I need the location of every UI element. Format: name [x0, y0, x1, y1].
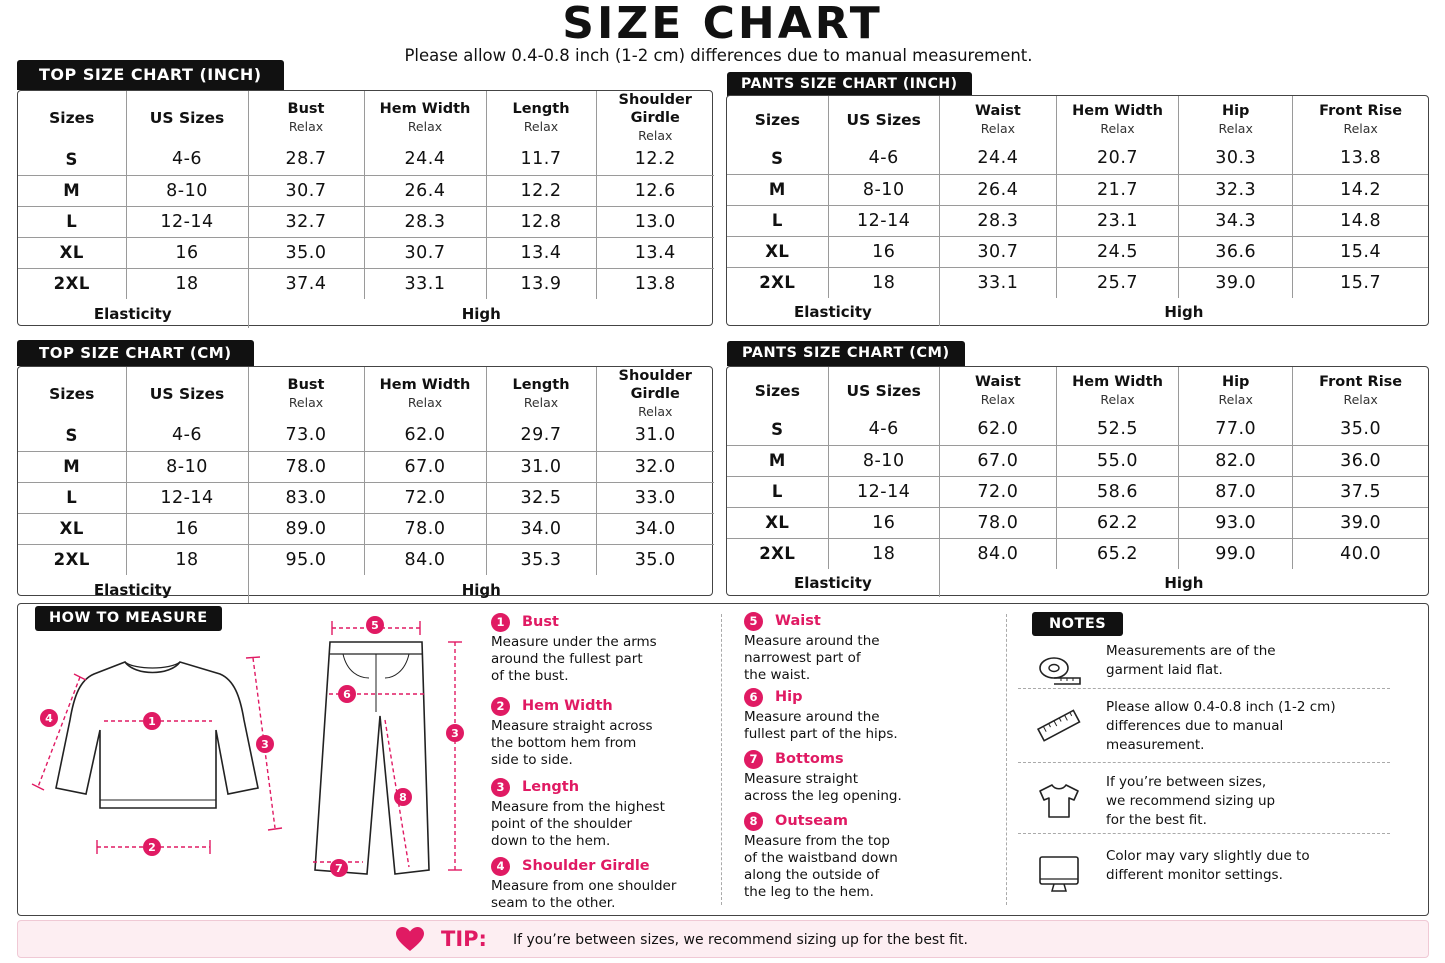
size-label-cell: L [727, 476, 828, 507]
table-cell: 26.4 [364, 175, 486, 206]
table-cell: 39.0 [1179, 267, 1293, 298]
top-inch-tab: TOP SIZE CHART (INCH) [17, 60, 284, 90]
table-row [18, 237, 714, 268]
table-cell: 14.8 [1293, 205, 1428, 236]
table-row [18, 268, 714, 299]
column-header-subtitle: Relax [288, 395, 324, 410]
badge-number: 7 [335, 862, 343, 875]
measure-item-bust [491, 612, 716, 685]
table-cell: 34.3 [1179, 205, 1293, 236]
measure-description: Measure from one shoulder seam to the other. [491, 878, 677, 911]
pants-inch-panel [726, 95, 1429, 326]
table-cell: 78.0 [364, 513, 486, 544]
size-label-cell: 2XL [18, 544, 126, 575]
table-row [18, 175, 714, 206]
column-header-subtitle: Relax [523, 395, 559, 410]
column-header-title: Shoulder Girdle [618, 92, 692, 126]
column-header-subtitle: Relax [1343, 392, 1378, 407]
column-header [248, 367, 364, 420]
table-cell: 11.7 [486, 144, 596, 175]
table-cell: 95.0 [248, 544, 364, 575]
measure-description: Measure around the fullest part of the hips. [744, 709, 898, 742]
column-header-title: Front Rise [1319, 374, 1403, 390]
number-badge: 2 [491, 697, 510, 716]
table-row [727, 143, 1428, 174]
note-separator [1018, 688, 1390, 689]
size-label-cell: 2XL [727, 538, 828, 569]
table-cell: 37.5 [1293, 476, 1428, 507]
table-cell: 16 [828, 507, 939, 538]
badge-2-marker [143, 838, 161, 856]
measure-item-bottoms [744, 749, 969, 805]
table-row [18, 513, 714, 544]
table-cell: 30.7 [248, 175, 364, 206]
size-label-cell: S [727, 143, 828, 174]
length-tick [246, 657, 260, 658]
table-row [727, 236, 1428, 267]
table-cell: 73.0 [248, 420, 364, 451]
badge-3-marker [256, 735, 274, 753]
table-cell: 23.1 [1056, 205, 1178, 236]
measure-description: Measure under the arms around the fullest part of the bust. [491, 634, 657, 684]
badge-8-marker [394, 788, 412, 806]
table-row [18, 451, 714, 482]
table-row [727, 205, 1428, 236]
table-cell: 18 [126, 268, 248, 299]
badge-5-marker [366, 616, 384, 634]
column-header [486, 91, 596, 144]
number-badge: 4 [491, 857, 510, 876]
badge-number: 6 [343, 688, 351, 701]
measuring-tape-icon [1036, 650, 1082, 690]
table-cell: 32.7 [248, 206, 364, 237]
table-cell: 15.4 [1293, 236, 1428, 267]
elasticity-label: Elasticity [727, 569, 939, 597]
table-cell: 55.0 [1056, 445, 1178, 476]
table-cell: 32.0 [596, 451, 714, 482]
shoulder-tick [74, 674, 86, 680]
note-item [1018, 845, 1390, 915]
table-cell: 52.5 [1056, 414, 1178, 445]
number-badge: 1 [491, 613, 510, 632]
table-cell: 33.1 [364, 268, 486, 299]
table-cell: 18 [828, 538, 939, 569]
elasticity-value: High [248, 575, 714, 604]
shoulder-tick [32, 784, 44, 790]
length-tick [268, 828, 282, 830]
table-row [727, 414, 1428, 445]
pants-cm-panel [726, 366, 1429, 596]
column-header [596, 367, 714, 420]
table-cell: 8-10 [126, 175, 248, 206]
column-header [1179, 96, 1293, 143]
size-label-cell: XL [18, 237, 126, 268]
tshirt-icon [1036, 781, 1082, 821]
column-header-title: Hem Width [1072, 374, 1163, 390]
table-row [727, 267, 1428, 298]
table-cell: 34.0 [596, 513, 714, 544]
table-row [18, 206, 714, 237]
tip-label: TIP: [441, 927, 487, 951]
table-cell: 12.6 [596, 175, 714, 206]
column-header-subtitle: Relax [1100, 392, 1135, 407]
top-inch-panel [17, 90, 713, 326]
column-header-title: Bust [287, 377, 325, 393]
table-cell: 12.2 [486, 175, 596, 206]
column-header [364, 91, 486, 144]
column-header-subtitle: Relax [980, 392, 1016, 407]
number-badge: 7 [744, 750, 763, 769]
size-label-cell: 2XL [727, 267, 828, 298]
table-cell: 28.3 [939, 205, 1056, 236]
badge-6-marker [338, 685, 356, 703]
measure-title: Hip [775, 689, 803, 705]
table-cell: 35.0 [248, 237, 364, 268]
column-header-title: Length [512, 101, 570, 117]
column-header-subtitle: Relax [1100, 121, 1135, 136]
elasticity-label: Elasticity [18, 299, 248, 328]
divider [721, 614, 722, 905]
table-cell: 13.4 [486, 237, 596, 268]
column-header-subtitle: Relax [407, 119, 443, 134]
column-header: Sizes [727, 367, 828, 414]
column-header-subtitle: Relax [638, 128, 673, 143]
table-row [18, 144, 714, 175]
table-cell: 14.2 [1293, 174, 1428, 205]
measure-title: Bust [522, 614, 559, 630]
column-header-subtitle: Relax [1218, 392, 1253, 407]
table-cell: 31.0 [486, 451, 596, 482]
column-header-subtitle: Relax [288, 119, 324, 134]
table-row [18, 420, 714, 451]
measure-description: Measure around the narrowest part of the waist. [744, 633, 880, 683]
measure-description: Measure straight across the leg opening. [744, 771, 902, 804]
table-cell: 18 [828, 267, 939, 298]
column-header-title: Shoulder Girdle [618, 368, 692, 402]
badge-4-marker [40, 709, 58, 727]
page-subtitle: Please allow 0.4-0.8 inch (1-2 cm) differences due to manual measurement. [404, 46, 1033, 65]
note-text: If you’re between sizes, we recommend sizing up for the best fit. [1106, 774, 1276, 828]
size-label-cell: L [727, 205, 828, 236]
badge-number: 3 [261, 738, 269, 751]
table-cell: 93.0 [1179, 507, 1293, 538]
badge-number: 3 [451, 727, 459, 740]
number-badge: 6 [744, 688, 763, 707]
table-cell: 35.0 [596, 544, 714, 575]
number-badge: 8 [744, 812, 763, 831]
column-header: Sizes [18, 91, 126, 144]
pants-illustration [305, 612, 475, 887]
table-cell: 24.5 [1056, 236, 1178, 267]
measure-title: Hem Width [522, 698, 613, 714]
measure-title: Outseam [775, 813, 848, 829]
size-label-cell: M [727, 174, 828, 205]
table-cell: 77.0 [1179, 414, 1293, 445]
pants-inch-tab: PANTS SIZE CHART (INCH) [727, 72, 972, 96]
table-cell: 62.2 [1056, 507, 1178, 538]
table-cell: 8-10 [828, 174, 939, 205]
measure-title: Shoulder Girdle [522, 858, 650, 874]
how-to-measure-tab: HOW TO MEASURE [35, 606, 222, 631]
badge-7-marker [330, 859, 348, 877]
table-cell: 13.8 [596, 268, 714, 299]
top-cm-tab: TOP SIZE CHART (CM) [17, 340, 254, 366]
table-cell: 8-10 [126, 451, 248, 482]
number-badge: 3 [491, 778, 510, 797]
column-header [596, 91, 714, 144]
table-cell: 15.7 [1293, 267, 1428, 298]
top-inch-table [18, 91, 714, 328]
table-cell: 62.0 [939, 414, 1056, 445]
heart-icon [396, 927, 424, 952]
table-cell: 16 [828, 236, 939, 267]
table-cell: 25.7 [1056, 267, 1178, 298]
measure-item-hem-width [491, 696, 716, 769]
table-cell: 12-14 [126, 206, 248, 237]
measure-item-length [491, 777, 716, 850]
measure-item-shoulder-girdle [491, 856, 716, 912]
measure-item-hip [744, 687, 969, 743]
page-title: SIZE CHART [562, 0, 883, 49]
monitor-icon [1036, 855, 1082, 895]
table-row [727, 174, 1428, 205]
table-cell: 12-14 [828, 476, 939, 507]
tip-text: If you’re between sizes, we recommend sizing up for the best fit. [513, 932, 968, 948]
table-cell: 13.9 [486, 268, 596, 299]
table-cell: 12-14 [828, 205, 939, 236]
note-text: Please allow 0.4-0.8 inch (1-2 cm) differences due to manual measurement. [1106, 699, 1336, 753]
measure-description: Measure from the highest point of the shoulder down to the hem. [491, 799, 665, 849]
size-label-cell: XL [18, 513, 126, 544]
table-cell: 8-10 [828, 445, 939, 476]
table-row [727, 476, 1428, 507]
table-cell: 28.7 [248, 144, 364, 175]
table-cell: 62.0 [364, 420, 486, 451]
column-header: US Sizes [828, 96, 939, 143]
table-cell: 58.6 [1056, 476, 1178, 507]
divider [1006, 614, 1007, 905]
elasticity-value: High [939, 298, 1428, 326]
elasticity-value: High [939, 569, 1428, 597]
measure-title: Length [522, 779, 580, 795]
column-header [939, 367, 1056, 414]
note-item [1018, 696, 1390, 766]
column-header [1293, 367, 1428, 414]
column-header: Sizes [18, 367, 126, 420]
table-cell: 67.0 [939, 445, 1056, 476]
size-label-cell: M [18, 175, 126, 206]
table-cell: 99.0 [1179, 538, 1293, 569]
top-cm-panel [17, 366, 713, 599]
table-cell: 30.7 [364, 237, 486, 268]
shirt-collar [125, 662, 180, 668]
column-header-subtitle: Relax [1343, 121, 1378, 136]
table-row [727, 538, 1428, 569]
table-cell: 67.0 [364, 451, 486, 482]
shirt-outline [56, 662, 258, 808]
badge-number: 4 [45, 712, 53, 725]
size-label-cell: XL [727, 507, 828, 538]
badge-1-marker [143, 712, 161, 730]
measure-description: Measure from the top of the waistband down along the outside of the leg to the hem. [744, 833, 898, 900]
badge-number: 8 [399, 791, 407, 804]
column-header-title: Length [512, 377, 570, 393]
table-cell: 24.4 [939, 143, 1056, 174]
table-cell: 39.0 [1293, 507, 1428, 538]
column-header: US Sizes [828, 367, 939, 414]
size-label-cell: XL [727, 236, 828, 267]
column-header [1179, 367, 1293, 414]
column-header [939, 96, 1056, 143]
size-label-cell: M [727, 445, 828, 476]
table-cell: 16 [126, 237, 248, 268]
table-cell: 87.0 [1179, 476, 1293, 507]
table-cell: 4-6 [126, 144, 248, 175]
column-header-title: Hem Width [1072, 103, 1163, 119]
size-label-cell: L [18, 482, 126, 513]
column-header [1293, 96, 1428, 143]
column-header: US Sizes [126, 91, 248, 144]
table-cell: 4-6 [828, 143, 939, 174]
measure-description: Measure straight across the bottom hem from side to side. [491, 718, 653, 768]
table-cell: 4-6 [828, 414, 939, 445]
table-cell: 26.4 [939, 174, 1056, 205]
table-cell: 30.7 [939, 236, 1056, 267]
table-cell: 36.0 [1293, 445, 1428, 476]
column-header-title: Waist [974, 374, 1021, 390]
badge-number: 2 [148, 841, 156, 854]
pants-cm-table [727, 367, 1428, 597]
elasticity-value: High [248, 299, 714, 328]
size-label-cell: 2XL [18, 268, 126, 299]
notes-tab: NOTES [1032, 612, 1123, 636]
column-header [364, 367, 486, 420]
column-header-title: Hip [1221, 103, 1250, 119]
table-cell: 37.4 [248, 268, 364, 299]
column-header-subtitle: Relax [980, 121, 1016, 136]
table-cell: 72.0 [364, 482, 486, 513]
column-header-title: Hem Width [379, 377, 471, 393]
table-row [727, 445, 1428, 476]
table-cell: 12.8 [486, 206, 596, 237]
size-label-cell: L [18, 206, 126, 237]
table-cell: 13.8 [1293, 143, 1428, 174]
table-cell: 82.0 [1179, 445, 1293, 476]
column-header-subtitle: Relax [407, 395, 443, 410]
table-row [18, 544, 714, 575]
table-row [18, 482, 714, 513]
pants-inch-table [727, 96, 1428, 326]
column-header: Sizes [727, 96, 828, 143]
column-header-title: Hip [1221, 374, 1250, 390]
table-cell: 35.0 [1293, 414, 1428, 445]
pants-outline [315, 642, 429, 874]
table-cell: 35.3 [486, 544, 596, 575]
table-cell: 65.2 [1056, 538, 1178, 569]
column-header-title: Waist [974, 103, 1021, 119]
size-label-cell: M [18, 451, 126, 482]
table-cell: 20.7 [1056, 143, 1178, 174]
column-header-title: Front Rise [1319, 103, 1403, 119]
table-cell: 32.5 [486, 482, 596, 513]
column-header-title: Bust [287, 101, 325, 117]
badge-3-marker [446, 724, 464, 742]
tip-bar [17, 920, 1429, 958]
table-cell: 84.0 [939, 538, 1056, 569]
table-cell: 89.0 [248, 513, 364, 544]
table-cell: 31.0 [596, 420, 714, 451]
note-separator [1018, 833, 1390, 834]
note-text: Measurements are of the garment laid flat. [1106, 643, 1276, 678]
table-cell: 18 [126, 544, 248, 575]
size-label-cell: S [18, 144, 126, 175]
table-cell: 29.7 [486, 420, 596, 451]
column-header-subtitle: Relax [1218, 121, 1253, 136]
elasticity-label: Elasticity [727, 298, 939, 326]
table-cell: 78.0 [248, 451, 364, 482]
table-cell: 12-14 [126, 482, 248, 513]
table-cell: 83.0 [248, 482, 364, 513]
note-item [1018, 771, 1390, 841]
note-separator [1018, 762, 1390, 763]
table-cell: 34.0 [486, 513, 596, 544]
table-row [727, 507, 1428, 538]
column-header-subtitle: Relax [638, 404, 673, 419]
table-cell: 16 [126, 513, 248, 544]
badge-number: 5 [371, 619, 379, 632]
table-cell: 36.6 [1179, 236, 1293, 267]
table-cell: 32.3 [1179, 174, 1293, 205]
table-cell: 78.0 [939, 507, 1056, 538]
column-header-title: Hem Width [379, 101, 471, 117]
measure-item-outseam [744, 811, 969, 901]
measure-title: Waist [775, 613, 821, 629]
table-cell: 13.4 [596, 237, 714, 268]
top-cm-table [18, 367, 714, 604]
badge-number: 1 [148, 715, 156, 728]
table-cell: 72.0 [939, 476, 1056, 507]
column-header [1056, 96, 1178, 143]
table-cell: 13.0 [596, 206, 714, 237]
table-cell: 30.3 [1179, 143, 1293, 174]
table-cell: 84.0 [364, 544, 486, 575]
table-cell: 40.0 [1293, 538, 1428, 569]
table-cell: 33.1 [939, 267, 1056, 298]
column-header [248, 91, 364, 144]
table-cell: 4-6 [126, 420, 248, 451]
column-header: US Sizes [126, 367, 248, 420]
table-cell: 28.3 [364, 206, 486, 237]
size-label-cell: S [727, 414, 828, 445]
column-header [486, 367, 596, 420]
table-cell: 33.0 [596, 482, 714, 513]
measure-title: Bottoms [775, 751, 844, 767]
measure-item-waist [744, 611, 969, 684]
column-header-subtitle: Relax [523, 119, 559, 134]
column-header [1056, 367, 1178, 414]
number-badge: 5 [744, 612, 763, 631]
pants-cm-tab: PANTS SIZE CHART (CM) [727, 341, 965, 366]
table-cell: 24.4 [364, 144, 486, 175]
size-label-cell: S [18, 420, 126, 451]
shirt-illustration [20, 640, 285, 865]
note-text: Color may vary slightly due to different monitor settings. [1106, 848, 1310, 883]
table-cell: 12.2 [596, 144, 714, 175]
elasticity-label: Elasticity [18, 575, 248, 604]
ruler-icon [1036, 706, 1082, 746]
table-cell: 21.7 [1056, 174, 1178, 205]
